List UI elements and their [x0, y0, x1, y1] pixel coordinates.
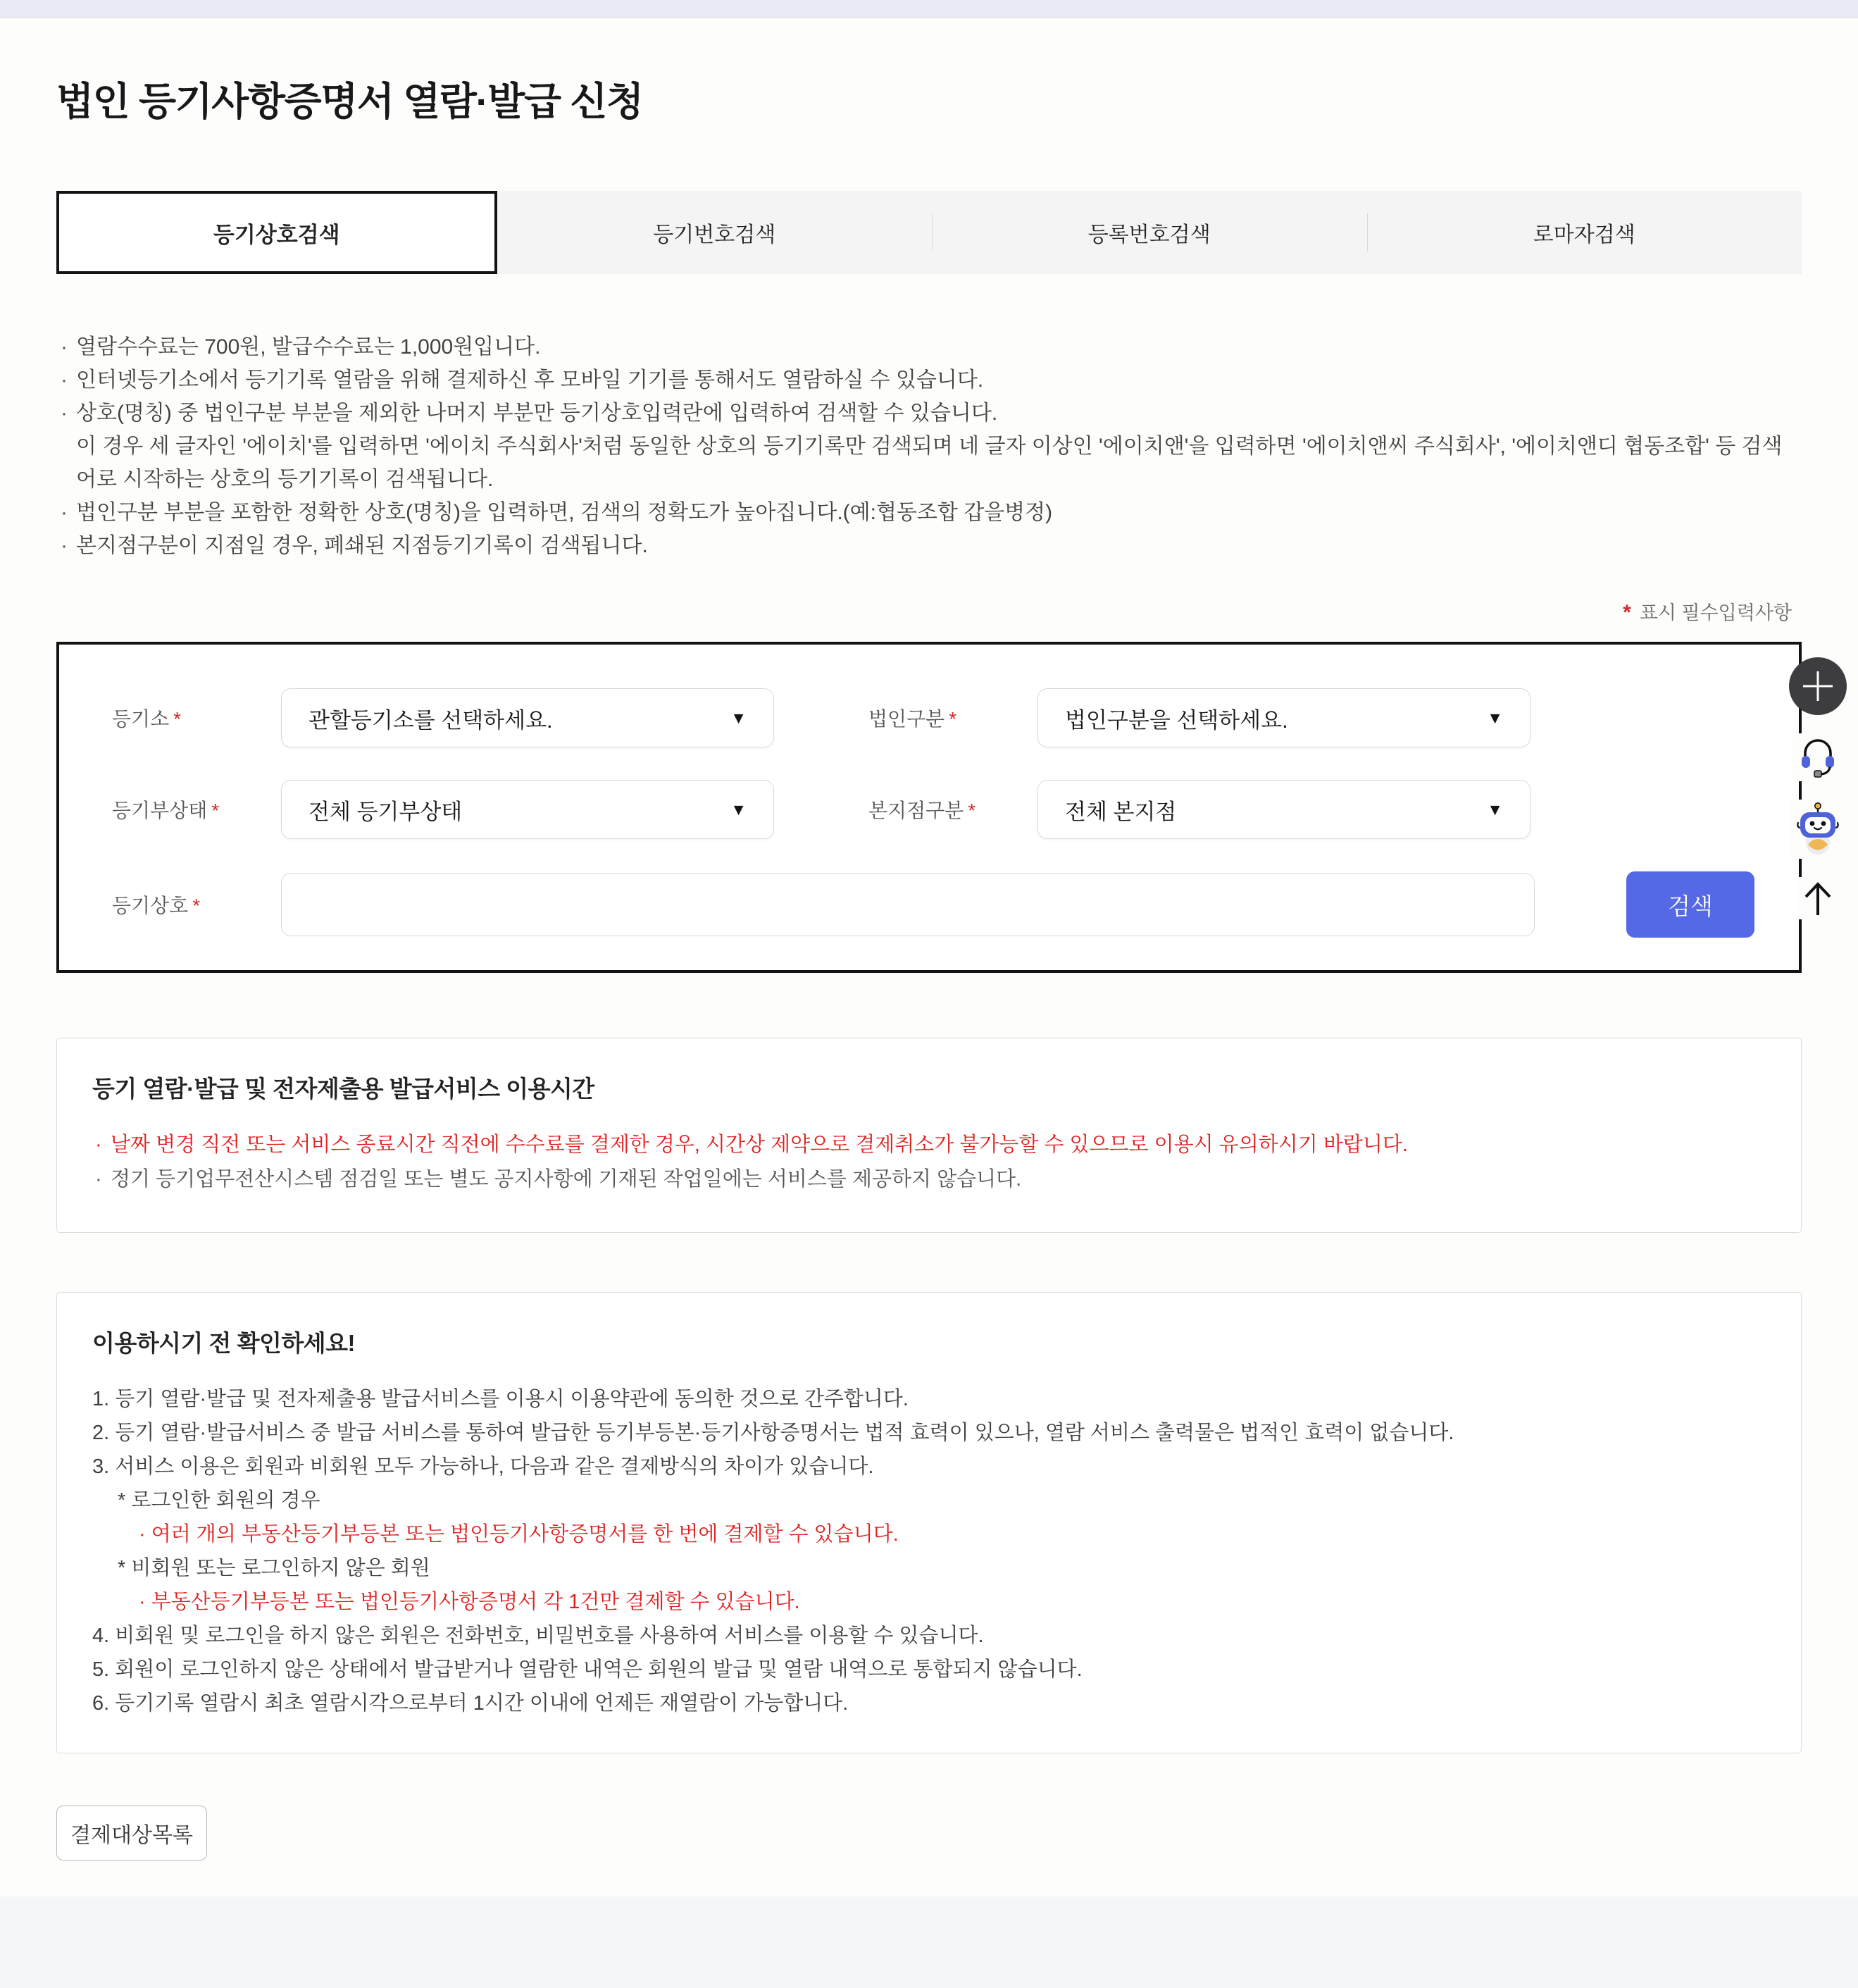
service-hours-title: 등기 열람·발급 및 전자제출용 발급서비스 이용시간 — [92, 1076, 594, 1102]
tab-label: 등기번호검색 — [653, 223, 776, 247]
note-trade-name-detail: 이 경우 세 글자인 '에이치'를 입력하면 '에이치 주식회사'처럼 동일한 상호의 등기기록만 검색되며 네 글자 이상인 '에이치앤'을 입력하면 '에이치앤씨 주식회사', '에이치앤디 협동조합' 등 검색어로 시작하는 상호의 등기기록이 검색됩니다. — [76, 435, 1783, 491]
chatbot-button[interactable] — [1790, 800, 1846, 859]
tab-roman-search[interactable] — [1367, 191, 1802, 274]
tab-label: 등록번호검색 — [1087, 223, 1211, 247]
intro-notes — [56, 330, 1802, 562]
service-hours-box — [56, 1038, 1802, 1233]
before-use-item: 2. 등기 열람·발급서비스 중 발급 서비스를 통하여 발급한 등기부등본·등기사항증명서는 법적 효력이 있으나, 열람 서비스 출력물은 법적인 효력이 없습니다. — [92, 1422, 1454, 1444]
note-branch: · 본지점구분이 지점일 경우, 폐쇄된 지점등기기록이 검색됩니다. — [56, 529, 1802, 562]
required-asterisk: * — [949, 708, 957, 730]
before-use-title: 이용하시기 전 확인하세요! — [92, 1330, 355, 1356]
chevron-down-icon: ▼ — [1487, 800, 1503, 819]
registry-office-select[interactable] — [281, 688, 774, 747]
service-hours-notice: · 정기 등기업무전산시스템 점검일 또는 별도 공지사항에 기재된 작업일에는 서비스를 제공하지 않습니다. — [92, 1162, 1766, 1197]
floating-widget-stack — [1788, 657, 1848, 919]
register-status-label: 등기부상태 * — [112, 800, 220, 821]
headset-icon — [1797, 736, 1838, 778]
note-fees: · 열람수수료는 700원, 발급수수료는 1,000원입니다. — [56, 330, 1802, 364]
required-field-note — [56, 597, 1802, 625]
tab-registration-number-search[interactable] — [932, 191, 1367, 274]
up-arrow-icon — [1802, 880, 1834, 917]
page-title: 법인 등기사항증명서 열람·발급 신청 — [56, 80, 643, 123]
before-use-item: 6. 등기기록 열람시 최초 열람시각으로부터 1시간 이내에 언제든 재열람이 가능합니다. — [92, 1692, 849, 1715]
chevron-down-icon: ▼ — [730, 708, 747, 727]
plus-icon — [1802, 670, 1834, 702]
required-text: 표시 필수입력사항 — [1639, 602, 1792, 623]
required-asterisk: * — [192, 895, 201, 917]
before-use-subitem: * 비회원 또는 로그인하지 않은 회원 — [118, 1557, 430, 1579]
corp-type-select[interactable] — [1037, 688, 1530, 747]
customer-support-button[interactable] — [1793, 733, 1843, 781]
before-use-item: 4. 비회원 및 로그인을 하지 않은 회원은 전화번호, 비밀번호를 사용하여 서비스를 이용할 수 있습니다. — [92, 1624, 984, 1647]
search-form — [56, 642, 1802, 973]
tab-registry-number-search[interactable] — [497, 191, 933, 274]
branch-select[interactable] — [1037, 780, 1530, 839]
before-use-subitem-detail: · 여러 개의 부동산등기부등본 또는 법인등기사항증명서를 한 번에 결제할 수 있습니다. — [139, 1523, 899, 1546]
register-status-select[interactable] — [281, 780, 774, 839]
registry-office-value: 관할등기소를 선택하세요. — [308, 707, 553, 733]
required-asterisk: * — [968, 800, 976, 821]
before-use-item: 1. 등기 열람·발급 및 전자제출용 발급서비스를 이용시 이용약관에 동의한 것으로 간주합니다. — [92, 1388, 909, 1410]
top-browser-strip — [0, 0, 1858, 18]
corp-type-value: 법인구분을 선택하세요. — [1065, 707, 1288, 733]
service-hours-warning: · 날짜 변경 직전 또는 서비스 종료시간 직전에 수수료를 결제한 경우, 시간상 제약으로 결제취소가 불가능할 수 있으므로 이용시 유의하시기 바랍니다. — [92, 1128, 1766, 1162]
tab-label: 등기상호검색 — [213, 222, 340, 247]
register-status-value: 전체 등기부상태 — [308, 799, 463, 824]
note-mobile: · 인터넷등기소에서 등기기록 열람을 위해 결제하신 후 모바일 기기를 통해서도 열람하실 수 있습니다. — [56, 364, 1802, 397]
before-use-item: 3. 서비스 이용은 회원과 비회원 모두 가능하나, 다음과 같은 결제방식의 차이가 있습니다. — [92, 1455, 874, 1478]
main-content — [0, 18, 1858, 1896]
trade-name-input[interactable] — [281, 873, 1535, 936]
tab-label: 로마자검색 — [1533, 223, 1635, 247]
chevron-down-icon: ▼ — [730, 800, 747, 819]
before-use-subitem-detail: · 부동산등기부등본 또는 법인등기사항증명서 각 1건만 결제할 수 있습니다. — [139, 1591, 800, 1613]
before-use-subitem: * 로그인한 회원의 경우 — [118, 1489, 320, 1512]
search-tabs — [56, 191, 1802, 274]
required-asterisk: * — [211, 800, 220, 821]
plus-button[interactable] — [1789, 657, 1847, 715]
required-asterisk: * — [1623, 601, 1631, 624]
trade-name-label: 등기상호 * — [112, 895, 201, 917]
note-trade-name-input: · 상호(명칭) 중 법인구분 부분을 제외한 나머지 부분만 등기상호입력란에 입력하여 검색할 수 있습니다. — [56, 397, 1802, 430]
required-asterisk: * — [173, 708, 182, 730]
corp-type-label: 법인구분 * — [868, 708, 957, 730]
note-exact-name: · 법인구분 부분을 포함한 정확한 상호(명칭)을 입력하면, 검색의 정확도가 높아집니다.(예:협동조합 갑을병정) — [56, 496, 1802, 529]
search-button[interactable]: 검색 — [1626, 871, 1754, 938]
before-use-box — [56, 1292, 1802, 1753]
branch-label: 본지점구분 * — [868, 800, 976, 821]
chevron-down-icon: ▼ — [1487, 708, 1503, 727]
footer-strip — [0, 1896, 1858, 1987]
tab-trade-name-search[interactable] — [56, 191, 497, 274]
payment-list-button[interactable]: 결제대상목록 — [56, 1806, 207, 1860]
before-use-item: 5. 회원이 로그인하지 않은 상태에서 발급받거나 열람한 내역은 회원의 발급 및 열람 내역으로 통합되지 않습니다. — [92, 1658, 1083, 1681]
robot-icon — [1794, 802, 1842, 856]
branch-value: 전체 본지점 — [1065, 799, 1177, 824]
scroll-to-top-button[interactable] — [1797, 877, 1838, 919]
registry-office-label: 등기소 * — [112, 708, 182, 730]
